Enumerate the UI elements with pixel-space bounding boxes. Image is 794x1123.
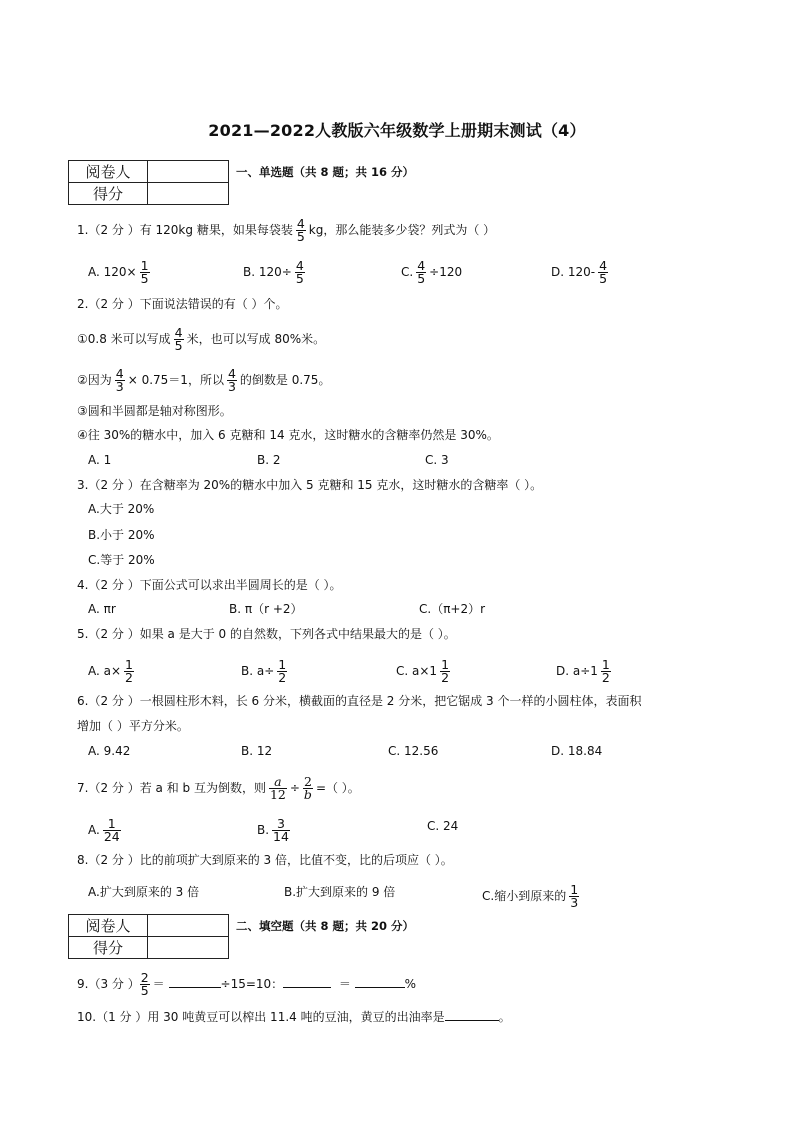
page-title: 2021—2022人教版六年级数学上册期末测试（4） [208,121,586,140]
q9-blank-1[interactable] [169,975,221,988]
q2-option-c: C. 3 [425,453,449,467]
q10-blank[interactable] [445,1008,499,1021]
score-table-1 [68,160,229,205]
grader-cell [148,161,229,183]
q7-option-b: B. $\frac{3}{14}$ [257,816,289,844]
q8-option-b: B.扩大到原来的 9 倍 [284,885,396,899]
q9-blank-3[interactable] [355,975,405,988]
q5-option-a: A. a× $\frac{1}{2}$ [88,657,133,685]
q8-option-a: A.扩大到原来的 3 倍 [88,885,200,899]
q2-statement-2: ②因为 $\frac{4}{3}$ × 0.75＝1，所以 $\frac{4}{3}$ 的倒数是 0.75。 [77,366,331,394]
grader-label: 阅卷人 [69,161,148,183]
q5-option-c: C. a×1 $\frac{1}{2}$ [396,657,450,685]
question-4: 4.（2 分 ）下面公式可以求出半圆周长的是（ ）。 [77,578,342,592]
q3-option-c: C.等于 20% [88,553,155,567]
q9-blank-2[interactable] [283,975,331,988]
q1-option-a: A. 120× $\frac{1}{5}$ [88,258,149,286]
fraction: $\frac{4}{5}$ [296,216,305,244]
score-cell [148,937,229,959]
q1-option-b: B. 120÷ $\frac{4}{5}$ [243,258,304,286]
q8-option-c: C.缩小到原来的 $\frac{1}{3}$ [482,882,579,910]
score-label: 得分 [69,937,148,959]
q2-statement-4: ④往 30%的糖水中，加入 6 克糖和 14 克水，这时糖水的含糖率仍然是 30%。 [77,428,499,442]
section-2-title: 二、填空题（共 8 题；共 20 分） [236,919,415,933]
q6-option-c: C. 12.56 [388,744,439,758]
q6-option-d: D. 18.84 [551,744,603,758]
question-5: 5.（2 分 ）如果 a 是大于 0 的自然数，下列各式中结果最大的是（ ）。 [77,627,456,641]
score-table-2 [68,914,229,959]
score-label: 得分 [69,183,148,205]
q2-statement-1: ①0.8 米可以写成 $\frac{4}{5}$ 米，也可以写成 80%米。 [77,325,326,353]
question-7: 7.（2 分 ）若 a 和 b 互为倒数，则 $\frac{a}{12}$ ÷ $\frac{2}{b}$ =（ ）。 [77,774,360,802]
question-3: 3.（2 分 ）在含糖率为 20%的糖水中加入 5 克糖和 15 克水，这时糖水的含糖率（ ）。 [77,478,543,492]
question-10: 10.（1 分 ）用 30 吨黄豆可以榨出 11.4 吨的豆油，黄豆的出油率是 。 [77,1010,511,1024]
section-1-title: 一、单选题（共 8 题；共 16 分） [236,165,415,179]
question-6-line-1: 6.（2 分 ）一根圆柱形木料，长 6 分米，横截面的直径是 2 分米，把它锯成 3 个一样的小圆柱体，表面积 [77,694,642,708]
question-9: 9.（3 分 ） $\frac{2}{5}$ ＝ ÷15=10： ＝ % [77,970,417,998]
q5-option-b: B. a÷ $\frac{1}{2}$ [241,657,287,685]
q3-option-b: B.小于 20% [88,528,155,542]
q6-option-a: A. 9.42 [88,744,131,758]
q3-option-a: A.大于 20% [88,502,155,516]
q1-option-d: D. 120- $\frac{4}{5}$ [551,258,608,286]
score-cell [148,183,229,205]
question-2: 2.（2 分 ）下面说法错误的有（ ）个。 [77,297,288,311]
q4-option-a: A. πr [88,602,116,616]
question-1: 1.（2 分 ）有 120kg 糖果，如果每袋装 $\frac{4}{5}$ kg，那么能装多少袋？列式为（ ） [77,216,496,244]
q2-option-b: B. 2 [257,453,281,467]
q4-option-b: B. π（r +2） [229,602,303,616]
q2-option-a: A. 1 [88,453,112,467]
q1-option-c: C. $\frac{4}{5}$ ÷120 [401,258,463,286]
q2-statement-3: ③圆和半圆都是轴对称图形。 [77,404,232,418]
q4-option-c: C.（π+2）r [419,602,486,616]
grader-cell [148,915,229,937]
q7-option-c: C. 24 [427,819,459,833]
q5-option-d: D. a÷1 $\frac{1}{2}$ [556,657,610,685]
grader-label: 阅卷人 [69,915,148,937]
question-6-line-2: 增加（ ）平方分米。 [77,719,189,733]
q6-option-b: B. 12 [241,744,273,758]
question-8: 8.（2 分 ）比的前项扩大到原来的 3 倍，比值不变，比的后项应（ ）。 [77,853,453,867]
q7-option-a: A. $\frac{1}{24}$ [88,816,120,844]
